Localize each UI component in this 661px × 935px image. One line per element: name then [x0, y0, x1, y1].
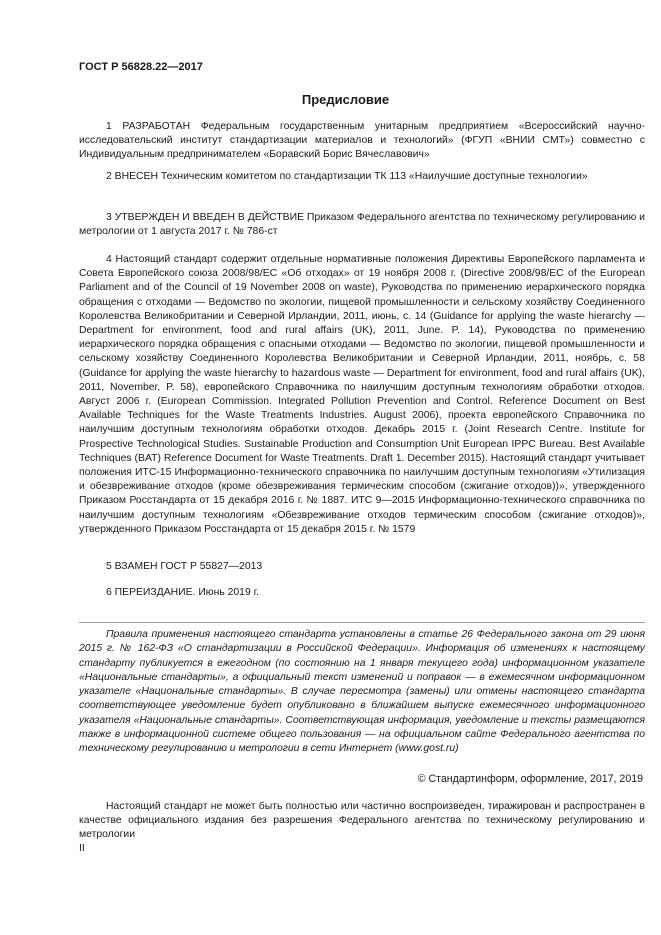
paragraph-approved: 3 УТВЕРЖДЕН И ВВЕДЕН В ДЕЙСТВИЕ Приказом Федерального агентства по техническому регулированию и метрологии от 1 августа 2017 г. № 786-ст — [79, 212, 645, 238]
paragraph-developed-by: 1 РАЗРАБОТАН Федеральным государственным унитарным предприятием «Всероссийский научно-исследовательский институт стандартизации материалов и технологий» (ФГУП «ВНИИ СМТ») совместно с Индивидуальным предпринимателем «Боравский Борис Вячеславович» — [79, 121, 645, 161]
paragraph-directive-basis: 4 Настоящий стандарт содержит отдельные нормативные положения Директивы Европейского парламента и Совета Европейского союза 2008/98/ЕС «Об отходах» от 19 ноября 2008 г. (Directive 2008/98/ЕС of the European Parliament and of the Council of 19 November 2008 on waste), Руководства по применению иерархического порядка обращения с отходами — Ведомство по экологии, пищевой промышленности и сельскому хозяйству Соединенного Королевства Великобритании и Северной Ирландии, 2011, июнь, с. 14 (Guidance for applying the waste hierarchy — Department for environment, food and rural affairs (UK), 2011, June. P. 14), Руководства по применению иерархического порядка обращения с опасными отходами — Ведомство по экологии, пищевой промышленности и сельскому хозяйству Соединенного Королевства Великобритании и Северной Ирландии, 2011, ноябрь, с. 58 (Guidance for applying the waste hierarchy to hazardous waste — Department for environment, food and rural affairs (UK), 2011, November, P. 58), европейского Справочника по наилучшим доступным технологиям обработки отходов. Август 2006 г. (European Commission. Integrated Pollution Prevention and Control. Reference Document on Best Available Techniques for the Waste Treatments Industries. August 2006), проекта европейского Справочника по наилучшим доступным технологиям обработки отходов. Декабрь 2015 г. (Joint Research Centre. Institute for Prospective Technological Studies. Sustainable Production and Consumption Unit European IPPC Bureau. Best Available Techniques (BAT) Reference Document for Waste Treatments. Draft 1. December 2015). Настоящий стандарт учитывает положения ИТС-15 Информационно-технического справочника по наилучшим доступным технологиям «Утилизация и обезвреживание отходов (кроме обезвреживания термическим способом (сжигание отходов))», утвержденного Приказом Росстандарта от 15 декабря 2016 г. № 1887. ИТС 9—2015 Информационно-технического справочника по наилучшим доступным технологиям «Обезвреживание отходов термическим способом (сжигание отходов)», утвержденного Приказом Росстандарта от 15 декабря 2015 г. № 1579 — [79, 254, 645, 535]
application-rules-notice: Правила применения настоящего стандарта установлены в статье 26 Федерального закона от 29 июня 2015 г. № 162-ФЗ «О стандартизации в Российской Федерации». Информация об изменениях к настоящему стандарту публикуется в ежегодном (по состоянию на 1 января текущего года) информационном указателе «Национальные стандарты», а официальный текст изменений и поправок — в ежемесячном информационном указателе «Национальные стандарты». В случае пересмотра (замены) или отмены настоящего стандарта соответствующее уведомление будет опубликовано в ближайшем выпуске ежемесячного информационного указателя «Национальные стандарты». Соответствующая информация, уведомление и тексты размещаются также в информационной системе общего пользования — на официальном сайте Федерального агентства по техническому регулированию и метрологии в сети Интернет (www.gost.ru) — [79, 629, 645, 755]
paragraph-introduced-by: 2 ВНЕСЕН Техническим комитетом по стандартизации ТК 113 «Наилучшие доступные технологии» — [106, 171, 588, 182]
paragraph-replaces: 5 ВЗАМЕН ГОСТ Р 55827—2013 — [106, 561, 263, 572]
paragraph-reissue: 6 ПЕРЕИЗДАНИЕ. Июнь 2019 г. — [106, 587, 260, 598]
document-code: ГОСТ Р 56828.22—2017 — [79, 61, 203, 73]
page-title: Предисловие — [301, 92, 390, 107]
page-number: II — [79, 843, 85, 854]
notice-divider — [79, 622, 645, 623]
copyright-line: © Стандартинформ, оформление, 2017, 2019 — [417, 773, 643, 785]
reproduction-restriction: Настоящий стандарт не может быть полностью или частично воспроизведен, тиражирован и распространен в качестве официального издания без разрешения Федерального агентства по техническому регулированию и метрологии — [79, 801, 645, 841]
